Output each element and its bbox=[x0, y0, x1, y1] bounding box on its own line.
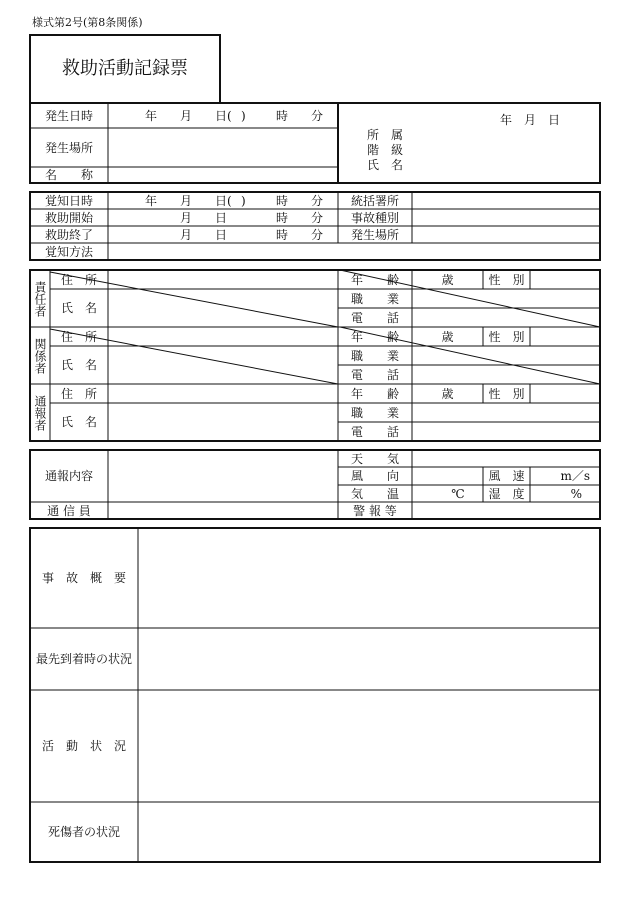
rescue-start-minute-unit: 分 bbox=[311, 211, 324, 225]
wind-speed-unit: m／s bbox=[560, 469, 590, 483]
occurrence-hour-unit: 時 bbox=[276, 109, 289, 123]
person-age-unit: 歳 bbox=[441, 329, 454, 344]
awareness-year-unit: 年 bbox=[145, 194, 158, 208]
awareness-method-field bbox=[108, 243, 600, 260]
rescue-start-label: 救助開始 bbox=[44, 210, 93, 225]
awareness-method-label: 覚知方法 bbox=[44, 244, 93, 259]
first-arrival-status-field bbox=[138, 628, 600, 690]
timeline-place-label: 発生場所 bbox=[350, 227, 399, 242]
accident-summary-label: 事 故 概 要 bbox=[41, 571, 126, 585]
person-group-label-related bbox=[30, 327, 50, 384]
officer-rank-label: 階 級 bbox=[367, 143, 404, 157]
person-occupation-label: 職 業 bbox=[350, 405, 399, 420]
person-name-label: 氏 名 bbox=[60, 301, 97, 315]
rescue-end-month-unit: 月 bbox=[180, 228, 193, 242]
officer-name-label: 氏 名 bbox=[367, 158, 404, 172]
wind-direction-label: 風 向 bbox=[350, 469, 399, 483]
person-age-label: 年 齢 bbox=[350, 386, 399, 401]
occurrence-name-field bbox=[108, 167, 338, 183]
rescue-end-day-unit: 日 bbox=[215, 228, 228, 242]
report-operator-field bbox=[108, 502, 338, 519]
humidity-label: 湿 度 bbox=[488, 486, 525, 501]
person-name-label: 氏 名 bbox=[60, 415, 97, 429]
person-group-text: 関係者 bbox=[33, 337, 47, 374]
person-group-label-reporter bbox=[30, 384, 50, 441]
report-operator-label: 通 信 員 bbox=[47, 503, 91, 518]
awareness-hour-unit: 時 bbox=[276, 194, 289, 208]
report-content-field bbox=[108, 450, 338, 502]
occurrence-place-label: 発生場所 bbox=[44, 140, 93, 155]
first-arrival-status-label: 最先到着時の状況 bbox=[35, 652, 132, 666]
rescue-end-field bbox=[108, 226, 338, 243]
person-phone-label: 電 話 bbox=[350, 367, 399, 382]
person-phone-label: 電 話 bbox=[350, 424, 399, 439]
person-phone-label: 電 話 bbox=[350, 310, 399, 325]
occurrence-month-unit: 月 bbox=[180, 109, 193, 123]
person-address-label: 住 所 bbox=[60, 386, 97, 401]
accident-type-label: 事故種別 bbox=[350, 210, 399, 225]
rescue-end-minute-unit: 分 bbox=[311, 228, 324, 242]
rescue-start-field bbox=[108, 209, 338, 226]
person-group-text: 通報者 bbox=[33, 394, 47, 431]
officer-block bbox=[338, 103, 600, 183]
rescue-start-day-unit: 日 bbox=[215, 211, 228, 225]
form-number: 様式第2号(第8条関係) bbox=[32, 16, 143, 29]
temperature-unit: ℃ bbox=[451, 486, 465, 501]
person-occupation-label: 職 業 bbox=[350, 348, 399, 363]
activity-status-label: 活 動 状 況 bbox=[41, 739, 126, 753]
activity-status-field bbox=[138, 690, 600, 802]
casualty-status-field bbox=[138, 802, 600, 862]
humidity-unit: % bbox=[570, 486, 582, 501]
officer-date-units: 年 月 日 bbox=[500, 113, 561, 127]
person-address-label: 住 所 bbox=[60, 329, 97, 344]
person-occupation-label: 職 業 bbox=[350, 291, 399, 306]
temperature-label: 気 温 bbox=[350, 486, 399, 501]
awareness-month-unit: 月 bbox=[180, 194, 193, 208]
rescue-start-hour-unit: 時 bbox=[276, 211, 289, 225]
person-age-unit: 歳 bbox=[441, 386, 454, 401]
weather-label: 天 気 bbox=[350, 451, 399, 466]
casualty-status-label: 死傷者の状況 bbox=[47, 825, 120, 839]
person-group-text: 責任者 bbox=[33, 280, 47, 317]
accident-summary-field bbox=[138, 528, 600, 628]
warning-label: 警 報 等 bbox=[353, 503, 397, 518]
awareness-datetime-field bbox=[108, 192, 338, 209]
awareness-day-unit: 日( bbox=[215, 194, 232, 208]
occurrence-minute-unit: 分 bbox=[311, 109, 324, 123]
report-content-label: 通報内容 bbox=[44, 469, 93, 483]
awareness-datetime-label: 覚知日時 bbox=[44, 193, 93, 208]
person-age-unit: 歳 bbox=[441, 272, 454, 287]
station-label: 統括署所 bbox=[350, 193, 399, 208]
awareness-weekday-close: ) bbox=[241, 194, 246, 208]
occurrence-datetime-label: 発生日時 bbox=[44, 108, 93, 123]
rescue-start-month-unit: 月 bbox=[180, 211, 193, 225]
person-group-label-responsible bbox=[30, 270, 50, 327]
person-sex-label: 性 別 bbox=[488, 272, 525, 287]
person-age-label: 年 齢 bbox=[350, 272, 399, 287]
form-title: 救助活動記録票 bbox=[62, 58, 188, 79]
occurrence-place-field bbox=[108, 128, 338, 167]
person-sex-label: 性 別 bbox=[488, 386, 525, 401]
person-age-label: 年 齢 bbox=[350, 329, 399, 344]
person-address-label: 住 所 bbox=[60, 272, 97, 287]
occurrence-day-unit: 日( bbox=[215, 109, 232, 123]
rescue-end-hour-unit: 時 bbox=[276, 228, 289, 242]
rescue-end-label: 救助終了 bbox=[44, 227, 93, 242]
awareness-minute-unit: 分 bbox=[311, 194, 324, 208]
person-sex-label: 性 別 bbox=[488, 329, 525, 344]
person-name-label: 氏 名 bbox=[60, 358, 97, 372]
section-persons-lines bbox=[30, 270, 600, 441]
occurrence-weekday-close: ) bbox=[241, 109, 246, 123]
occurrence-name-label: 名 称 bbox=[44, 168, 93, 182]
occurrence-year-unit: 年 bbox=[145, 109, 158, 123]
officer-affiliation-label: 所 属 bbox=[367, 128, 404, 142]
occurrence-datetime-field bbox=[108, 103, 338, 128]
wind-speed-label: 風 速 bbox=[488, 469, 525, 483]
